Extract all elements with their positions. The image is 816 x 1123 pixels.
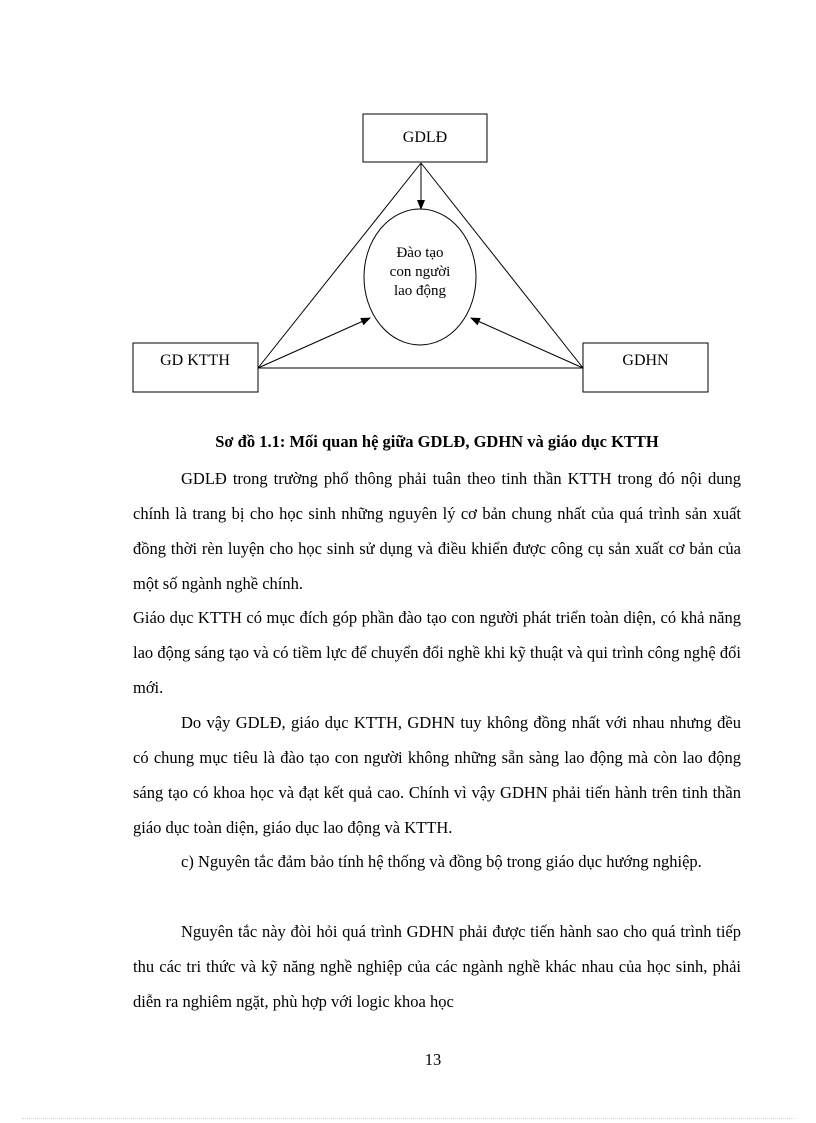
paragraph-4-heading: c) Nguyên tắc đảm bảo tính hệ thống và đồng bộ trong giáo dục hướng nghiệp.: [181, 852, 702, 871]
relationship-diagram: [0, 0, 816, 400]
page-bottom-divider: [22, 1118, 794, 1119]
paragraph-5: Nguyên tắc này đòi hỏi quá trình GDHN phải được tiến hành sao cho quá trình tiếp thu các tri thức và kỹ năng nghề nghiệp của các ngành nghề khác nhau của học sinh, phải diễn ra nghiêm ngặt, phù hợp với logic khoa học: [133, 922, 741, 1011]
right-node-label: GDHN: [622, 352, 669, 369]
left-node-label: GD KTTH: [160, 352, 230, 369]
center-label-line-1: Đào tạo: [396, 245, 444, 261]
diagram-graphics: [0, 0, 816, 400]
arrow-left-to-center: [258, 318, 370, 368]
paragraph-3: Do vậy GDLĐ, giáo dục KTTH, GDHN tuy không đồng nhất với nhau nhưng đều có chung mục tiêu là đào tạo con người không những sẵn sàng lao động mà còn lao động sáng tạo có khoa học và đạt kết quả cao. Chính vì vậy GDHN phải tiến hành trên tinh thần giáo dục toàn diện, giáo dục lao động và KTTH.: [133, 713, 741, 837]
center-label-line-2: con người: [389, 264, 451, 280]
page-number: 13: [424, 1050, 442, 1069]
center-label-line-3: lao động: [393, 283, 447, 299]
paragraph-2: Giáo dục KTTH có mục đích góp phần đào tạo con người phát triển toàn diện, có khả năng lao động sáng tạo và có tiềm lực để chuyển đổi nghề khi kỹ thuật và qui trình công nghệ đổi mới.: [133, 608, 741, 697]
arrow-right-to-center: [471, 318, 583, 368]
paragraph-1: GDLĐ trong trường phổ thông phải tuân theo tinh thần KTTH trong đó nội dung chính là trang bị cho học sinh những nguyên lý cơ bản chung nhất của quá trình sản xuất đồng thời rèn luyện cho học sinh sử dụng và điều khiển được công cụ sản xuất cơ bản của một số ngành nghề chính.: [133, 469, 741, 593]
top-node-label: GDLĐ: [402, 129, 448, 146]
diagram-caption: Sơ đồ 1.1: Mối quan hệ giữa GDLĐ, GDHN và giáo dục KTTH: [215, 432, 659, 451]
